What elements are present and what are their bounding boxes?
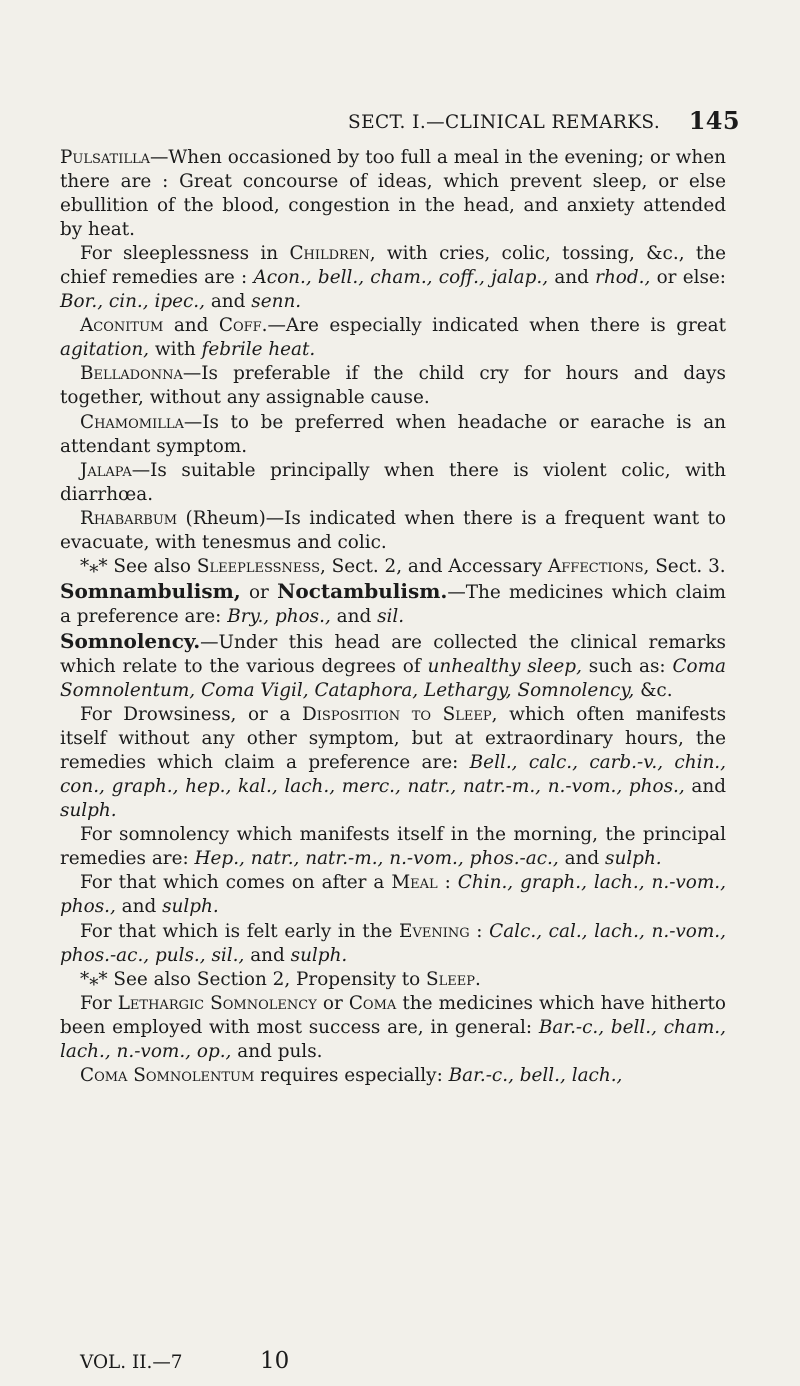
remedy-list: Calc., cal., lach., n.-vom., phos.-ac., puls., sil., — [60, 920, 726, 966]
remedy-list: sulph. — [290, 944, 348, 966]
remedy-list: sulph. — [162, 896, 219, 918]
running-title: SECT. I.—CLINICAL REMARKS. — [348, 112, 661, 133]
remedy-name: Coma Somnolentum — [80, 1064, 255, 1086]
remedy-list: Hep., natr., natr.-m., n.-vom., phos.-ac., — [194, 848, 559, 870]
remedy-list: sulph. — [605, 848, 662, 870]
remedy-name: Chamomilla — [80, 411, 184, 433]
remedy-name: Jalapa — [80, 459, 132, 481]
text-run: —When occasioned by too full a meal in the evening; or when there are : Great concourse of ideas, which prevent sleep, or else ebullition of the blood, congestion in the head, and anxiety attended by heat. — [60, 147, 726, 241]
text-run: or else: — [650, 267, 726, 289]
text-run: For Drowsiness, or a — [80, 704, 303, 726]
paragraph — [60, 629, 726, 703]
remedy-list: Coma Somnolentum, Coma Vigil, Cataphora, Lethargy, Somnolency, — [60, 655, 727, 702]
text-run: *⁎* See also Section 2, Propensity to — [80, 968, 427, 990]
text-run: —The medicines which claim a preference are: — [60, 581, 726, 627]
paragraph — [60, 703, 726, 823]
remedy-name: Sleep — [426, 968, 476, 990]
paragraph — [60, 555, 726, 579]
text-run: and — [205, 291, 252, 313]
text-run: . — [475, 968, 481, 990]
remedy-list: febrile heat. — [201, 339, 316, 361]
text-run: and — [330, 605, 378, 627]
paragraph — [60, 992, 726, 1064]
remedy-name: Aconitum — [80, 315, 164, 337]
text-run: —Is suitable principally when there is violent colic, with diarrhœa. — [60, 459, 726, 505]
text-run: : — [469, 920, 490, 942]
text-run: —Are especially indicated when there is great — [267, 315, 726, 337]
remedy-list: Bell., calc., carb.-v., chin., con., graph., hep., kal., lach., merc., natr., natr.-m., n.-vom., phos., — [60, 752, 726, 798]
remedy-name: Children — [289, 243, 370, 265]
paragraph — [60, 823, 726, 871]
remedy-list: sulph. — [60, 800, 117, 822]
paragraph — [60, 579, 726, 629]
text-run: with — [149, 339, 202, 361]
remedy-list: Bor., cin., ipec., — [60, 291, 205, 313]
remedy-list: Bar.-c., bell., lach., — [448, 1064, 623, 1086]
paragraph — [60, 507, 726, 555]
remedy-name: Pulsatilla — [60, 147, 151, 168]
text-run: and — [115, 896, 163, 918]
body-text — [60, 146, 726, 1088]
text-run: , with cries, colic, tossing, &c., the chief remedies are : — [60, 243, 726, 289]
section-heading: Somnolency. — [60, 628, 201, 653]
text-run: and — [684, 776, 726, 798]
text-run: , Sect. 3. — [643, 555, 726, 577]
remedy-list: rhod., — [595, 267, 651, 289]
paragraph — [60, 968, 726, 992]
paragraph — [60, 146, 726, 242]
text-run: *⁎* See also — [80, 555, 197, 577]
text-run: , which often manifests itself without any other symptom, but at extraordinary hours, the remedies which claim a preference are: — [60, 704, 727, 774]
text-run: (Rheum)—Is indicated when there is a frequent want to evacuate, with tenesmus and colic. — [60, 507, 726, 553]
remedy-name: Coff. — [218, 315, 268, 337]
remedy-name: Affections — [548, 555, 644, 577]
paragraph — [60, 242, 726, 314]
remedy-name: Lethargic Somnolency — [117, 992, 317, 1014]
remedy-list: Bar.-c., bell., cham., lach., n.-vom., op., — [60, 1016, 726, 1062]
text-run: —Is preferable if the child cry for hours and days together, without any assignable cause. — [60, 363, 726, 409]
text-run: and — [163, 315, 219, 337]
page-footer — [80, 1348, 380, 1374]
remedy-list: Chin., graph., lach., n.-vom., phos., — [60, 872, 727, 918]
text-run: For that which comes on after a — [80, 872, 392, 894]
paragraph — [60, 1064, 726, 1088]
remedy-list: senn. — [251, 291, 302, 313]
paragraph — [60, 314, 726, 362]
text-run: , Sect. 2, and Accessary — [319, 555, 548, 577]
text-run: or — [240, 581, 278, 603]
text-run: For somnolency which manifests itself in the morning, the principal remedies are: — [60, 824, 726, 870]
section-heading: Somnambulism, — [60, 578, 241, 603]
remedy-name: Sleeplessness — [196, 555, 320, 577]
paragraph — [60, 459, 726, 507]
remedy-name: Rhabarbum — [80, 507, 178, 529]
paragraph — [60, 871, 726, 919]
remedy-name: Coma — [348, 992, 397, 1014]
running-header — [80, 106, 740, 136]
text-run: and — [244, 944, 291, 966]
text-run: and — [558, 848, 606, 870]
page-number: 145 — [688, 106, 740, 135]
text-run: or — [316, 992, 349, 1014]
remedy-list: unhealthy sleep, — [427, 655, 582, 677]
text-run: such as: — [581, 655, 673, 677]
remedy-list: Bry., phos., — [227, 605, 331, 627]
remedy-list: Acon., bell., cham., coff., jalap., — [253, 267, 549, 289]
gathering-signature: 10 — [260, 1348, 290, 1374]
remedy-name: Evening — [399, 920, 470, 942]
text-run: &c. — [634, 680, 673, 702]
section-heading: Noctambulism. — [277, 578, 448, 603]
text-run: For sleeplessness in — [80, 243, 290, 265]
paragraph — [60, 920, 726, 968]
paragraph — [60, 411, 726, 459]
text-run: —Is to be preferred when headache or earache is an attendant symptom. — [60, 411, 726, 457]
remedy-list: sil. — [377, 605, 405, 627]
remedy-name: Belladonna — [80, 363, 183, 385]
text-run: For that which is felt early in the — [80, 920, 400, 942]
remedy-name: Disposition to Sleep — [302, 704, 492, 726]
text-run: the medicines which have hitherto been employed with most success are, in general: — [60, 992, 727, 1038]
text-run: and — [548, 267, 596, 289]
text-run: : — [437, 872, 458, 894]
text-run: and puls. — [231, 1040, 323, 1062]
text-run: For — [80, 992, 118, 1014]
remedy-list: agitation, — [60, 339, 150, 361]
volume-signature: VOL. II.—7 — [80, 1352, 183, 1373]
paragraph — [60, 362, 726, 410]
text-run: requires especially: — [254, 1064, 449, 1086]
text-run: —Under this head are collected the clinical remarks which relate to the various degrees of — [60, 631, 726, 677]
remedy-name: Meal — [391, 872, 438, 894]
